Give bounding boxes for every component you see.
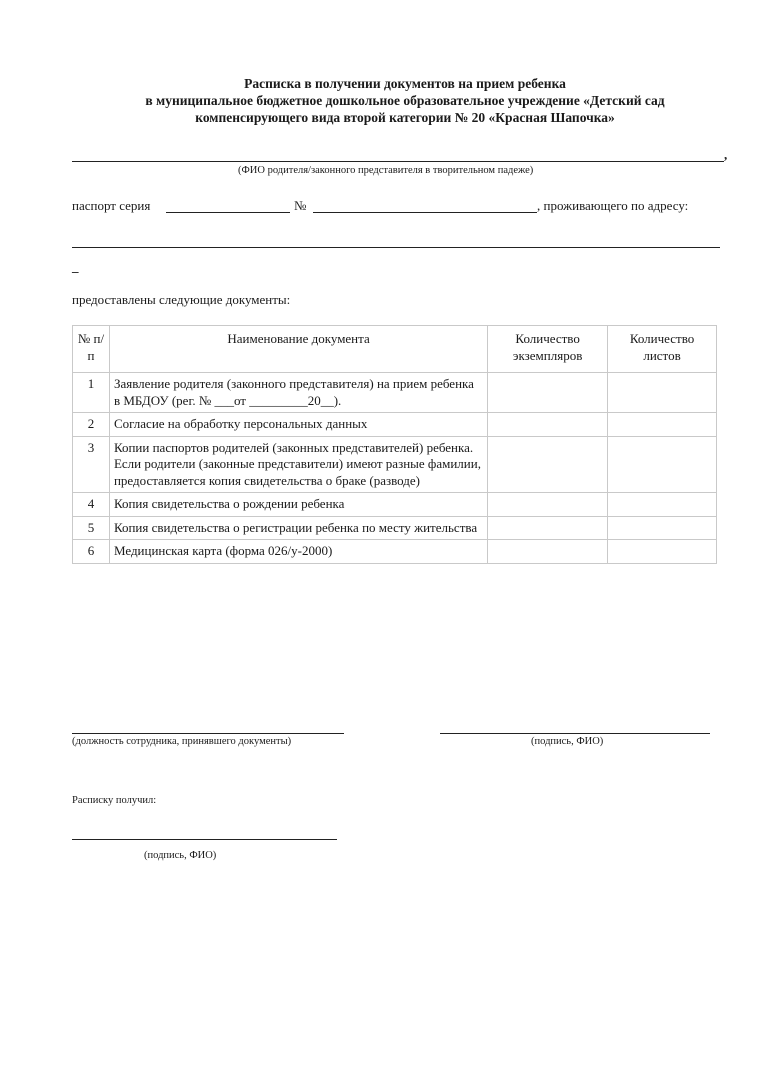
table-row <box>73 413 717 437</box>
copies-cell[interactable] <box>488 493 608 517</box>
address-overflow-mark: _ <box>72 259 79 274</box>
document-name: Заявление родителя (законного представителя) на прием ребенка в МБДОУ (рег. № ___от _________20__). <box>109 373 487 413</box>
copies-cell[interactable] <box>488 540 608 564</box>
receiver-signature-caption: (подпись, ФИО) <box>144 850 217 861</box>
sheets-cell[interactable] <box>608 436 717 493</box>
column-header-number: № п/п <box>73 326 110 373</box>
row-number: 4 <box>73 493 110 517</box>
receiver-signature-field[interactable] <box>72 839 337 840</box>
sheets-cell[interactable] <box>608 373 717 413</box>
table-header-row <box>73 326 717 373</box>
sheets-cell[interactable] <box>608 516 717 540</box>
employee-position-caption: (должность сотрудника, принявшего документы) <box>72 736 292 747</box>
table-row <box>73 540 717 564</box>
passport-series-label: паспорт серия <box>72 198 151 213</box>
table-row <box>73 373 717 413</box>
passport-number-field[interactable] <box>313 212 537 213</box>
table-row <box>73 493 717 517</box>
document-name: Согласие на обработку персональных данных <box>109 413 487 437</box>
parent-name-caption: (ФИО родителя/законного представителя в творительном падеже) <box>238 165 534 176</box>
document-title-line-3: компенсирующего вида второй категории № 20 «Красная Шапочка» <box>195 110 615 125</box>
document-title-line-2: в муниципальное бюджетное дошкольное образовательное учреждение «Детский сад <box>145 93 665 108</box>
document-name: Копии паспортов родителей (законных представителей) ребенка. Если родители (законные представители) имеют разные фамилии, предоставляется копия свидетельства о браке (разводе) <box>109 436 487 493</box>
passport-series-field[interactable] <box>166 212 290 213</box>
sheets-cell[interactable] <box>608 493 717 517</box>
sheets-cell[interactable] <box>608 413 717 437</box>
documents-intro: предоставлены следующие документы: <box>72 292 291 307</box>
employee-position-field[interactable] <box>72 733 344 734</box>
column-header-sheets: Количество листов <box>608 326 717 373</box>
row-number: 5 <box>73 516 110 540</box>
column-header-document-name: Наименование документа <box>109 326 487 373</box>
table-row <box>73 516 717 540</box>
row-number: 1 <box>73 373 110 413</box>
document-title: Расписка в получении документов на прием ребенка <box>244 76 566 91</box>
copies-cell[interactable] <box>488 436 608 493</box>
address-field[interactable] <box>72 247 720 248</box>
document-name: Копия свидетельства о регистрации ребенка по месту жительства <box>109 516 487 540</box>
copies-cell[interactable] <box>488 373 608 413</box>
document-name: Копия свидетельства о рождении ребенка <box>109 493 487 517</box>
employee-signature-field[interactable] <box>440 733 710 734</box>
document-name: Медицинская карта (форма 026/у-2000) <box>109 540 487 564</box>
address-label: , проживающего по адресу: <box>537 198 689 213</box>
copies-cell[interactable] <box>488 516 608 540</box>
receipt-received-label: Расписку получил: <box>72 795 157 806</box>
parent-name-comma: , <box>724 147 728 162</box>
column-header-copies: Количество экземпляров <box>488 326 608 373</box>
row-number: 3 <box>73 436 110 493</box>
employee-signature-caption: (подпись, ФИО) <box>531 736 604 747</box>
documents-table <box>72 325 717 564</box>
table-row <box>73 436 717 493</box>
parent-name-line[interactable] <box>72 161 724 162</box>
sheets-cell[interactable] <box>608 540 717 564</box>
row-number: 2 <box>73 413 110 437</box>
copies-cell[interactable] <box>488 413 608 437</box>
passport-number-label: № <box>294 198 307 213</box>
row-number: 6 <box>73 540 110 564</box>
